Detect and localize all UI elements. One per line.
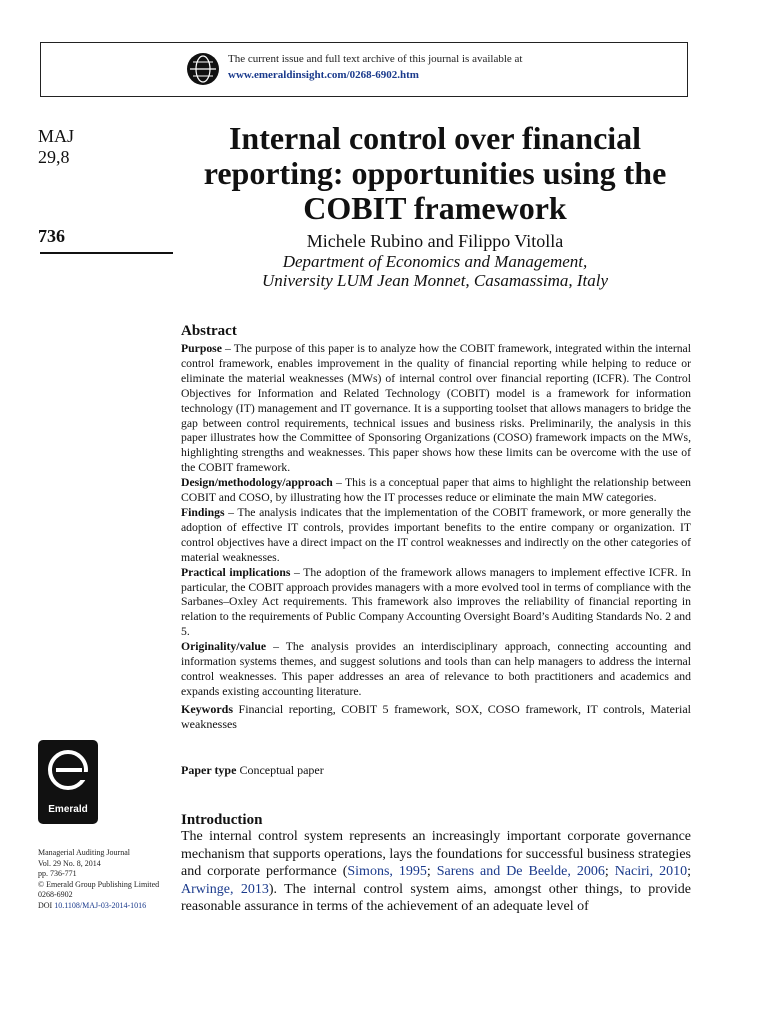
originality-label: Originality/value [181,640,267,654]
abstract-practical [181,566,691,641]
citation-doi [38,901,159,912]
journal-abbr: MAJ [38,126,75,146]
ref-separator: ; [687,864,692,879]
ref-separator: ; [426,864,437,879]
design-text: – This is a conceptual paper that aims to highlight the relationship between COBIT and COSO, by illustrating how the IT processes reduce or eliminate the main MW categories. [181,476,691,505]
paper-title: Internal control over financial reporting: opportunities using the COBIT framework [203,120,667,226]
divider [40,252,173,254]
intro-paragraph [181,828,691,916]
findings-text: – The analysis indicates that the implementation of the COBIT framework, or more generally the adoption of effective IT controls, provides important benefits to the entire company or organization. IT control objectives have a direct impact on the IT control weaknesses and indirectly on the other categories of material weaknesses. [181,505,691,564]
doi-label: DOI [38,900,53,910]
originality-text: – The analysis provides an interdisciplinary approach, connecting accounting and information systems themes, and suggest solutions and tools than can help managers to address the internal control weaknesses. This paper addresses an area of relevance to both practitioners and academics and expands existing accounting literature. [181,640,691,698]
abstract-heading: Abstract [181,323,237,339]
paper-type-text: Conceptual paper [236,763,324,777]
archive-notice: The current issue and full text archive of this journal is available at [228,53,523,65]
emerald-e-icon [38,740,98,800]
abstract-purpose [181,342,691,476]
purpose-text: – The purpose of this paper is to analyze how the COBIT framework, integrated within the internal control framework, enables improvement in the quality of financial reporting while helping to reduce or eliminate the material weaknesses (MWs) of internal control over financial reporting (ICFR). The Control Objectives for Information and Related Technology (COBIT) model is a framework for information technology (IT) management and IT governance. It is a supporting toolset that allows managers to bridge the gap between control requirements, technical issues and business risks. Preliminarily, the analysis in this paper illustrates how the Committee of Sponsoring Organizations (COSO) framework impacts on the MWs, highlighting strengths and weaknesses. This paper shows how these limits can be overcome with the use of the COBIT framework. [181,342,691,475]
citation-block [38,848,159,911]
abstract-originality [181,640,691,700]
ref-separator: ; [604,864,615,879]
introduction-heading: Introduction [181,812,263,828]
ref-link[interactable]: Simons, 1995 [347,864,427,879]
abstract-body [181,342,691,732]
ref-link[interactable]: Naciri, 2010 [614,864,688,879]
findings-label: Findings [181,505,225,519]
ref-link[interactable]: Sarens and De Beelde, 2006 [436,864,605,879]
design-label: Design/methodology/approach [181,476,333,490]
emerald-globe-icon [186,52,220,86]
journal-volume: 29,8 [38,147,70,167]
practical-text: – The adoption of the framework allows managers to implement effective ICFR. In particular, the COBIT approach provides managers with a more evolved tool in terms of compliance with the Sarbanes–Oxley Act requirements. This framework also improves the reliability of financial reporting in relation to the requirements of Public Company Accounting Oversight Board’s Auditing Standards No. 2 and 5. [181,565,691,639]
practical-label: Practical implications [181,565,291,579]
intro-text-1: The internal control system represents an increasingly important corporate governance mechanism that supports operations, lays the foundations for successful business strategies and corporate performance ( [181,829,691,879]
page-number: 736 [38,226,65,246]
introduction-body [181,828,691,916]
paper-type-label: Paper type [181,763,237,777]
affiliation-line2: University LUM Jean Monnet, Casamassima, Italy [261,271,609,290]
abstract-findings [181,506,691,566]
purpose-label: Purpose [181,342,222,355]
doi-link[interactable]: 10.1108/MAJ-03-2014-1016 [54,900,147,910]
affiliation-line1: Department of Economics and Management, [282,252,588,271]
keywords-label: Keywords [181,701,233,716]
ref-link[interactable]: Arwinge, 2013 [181,881,269,897]
keywords-text: Financial reporting, COBIT 5 framework, SOX, COSO framework, IT controls, Material weaknesses [181,701,691,731]
citation-copyright: © Emerald Group Publishing Limited [38,879,160,889]
paper-type [181,763,324,778]
citation-issn: 0268-6902 [38,890,73,899]
archive-url-link[interactable]: www.emeraldinsight.com/0268-6902.htm [228,69,419,81]
logo-wordmark: Emerald [48,804,88,815]
citation-journal: Managerial Auditing Journal [38,848,130,857]
citation-volume: Vol. 29 No. 8, 2014 [38,858,101,868]
citation-pages: pp. 736-771 [38,869,77,878]
abstract-design [181,476,691,506]
journal-abbreviation [38,126,74,168]
intro-text-2: ). The internal control system aims, amongst other things, to provide reasonable assurance in terms of the achievement of an adequate level of [181,881,691,914]
abstract-keywords [181,702,691,732]
authors: Michele Rubino and Filippo Vitolla [306,231,564,251]
